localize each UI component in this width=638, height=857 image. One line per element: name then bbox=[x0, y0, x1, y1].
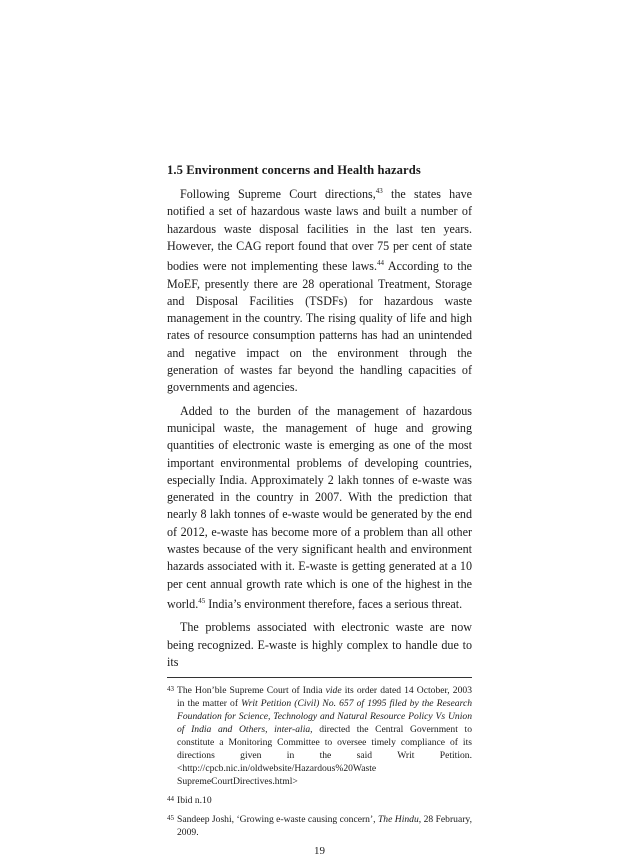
footnote-ref-45[interactable]: 45 bbox=[198, 596, 206, 605]
paragraph-1-text-a: Following Supreme Court directions, bbox=[180, 187, 376, 202]
paragraph-2 bbox=[167, 403, 472, 614]
document-page bbox=[167, 163, 472, 857]
footnote-43-vide: vide bbox=[325, 685, 342, 697]
paragraph-1-text-b: the states have notified a set of hazardous waste laws and built a number of hazardous waste disposal facilities in the last ten years. However, the CAG report found that over 75 per cent of state bodies were not implementing these laws. bbox=[167, 187, 472, 274]
footnote-45-text-b: , 28 February, 2009. bbox=[177, 814, 472, 839]
section-heading: 1.5 Environment concerns and Health hazards bbox=[167, 163, 421, 177]
footnote-43-text-a: The Hon’ble Supreme Court of India bbox=[177, 685, 326, 697]
footnote-number: 43 bbox=[167, 685, 174, 694]
paragraph-2-text-a: Added to the burden of the management of hazardous municipal waste, the management of huge and growing quantities of electronic waste is emerging as one of the most important environmental problems of developing countries, especially India. Approximately 2 lakh tonnes of e-waste was generated in the country in 2007. With the prediction that nearly 8 lakh tonnes of e-waste would be generated by the end of 2012, e-waste has become more of a problem than all other wastes because of the very significant health and environment hazards associated with it. E-waste is getting generated at a 10 per cent annual growth rate which is one of the highest in the world. bbox=[167, 403, 472, 611]
footnote-45-publication: The Hindu bbox=[377, 814, 419, 826]
footnote-number: 44 bbox=[167, 795, 174, 804]
paragraph-3 bbox=[167, 619, 472, 671]
footnote-44 bbox=[167, 794, 472, 807]
paragraph-2-text-b: India’s environment therefore, faces a serious threat. bbox=[205, 596, 463, 611]
footnote-ref-44[interactable]: 44 bbox=[377, 259, 385, 268]
footnote-ref-43[interactable]: 43 bbox=[375, 187, 383, 195]
footnote-45 bbox=[167, 813, 472, 839]
footnote-divider bbox=[167, 677, 472, 678]
paragraph-1 bbox=[167, 183, 472, 397]
footnote-45-text-a: Sandeep Joshi, ‘Growing e-waste causing concern’, bbox=[177, 814, 378, 826]
footnote-44-text: Ibid n.10 bbox=[177, 795, 212, 807]
footnote-43-text-b: its order dated 14 October, 2003 in the matter of bbox=[177, 685, 472, 710]
footnote-number: 45 bbox=[167, 814, 174, 823]
page-number: 19 bbox=[314, 845, 325, 857]
paragraph-3-text: The problems associated with electronic waste are now being recognized. E-waste is highly complex to handle due to its bbox=[167, 620, 472, 669]
footnote-43-writ-title: Writ Petition (Civil) No. 657 of 1995 filed by the Research Foundation for Science, Technology and Natural Resource Policy Vs Union of India and Others, inter-alia, bbox=[177, 698, 473, 736]
footnote-43 bbox=[167, 684, 472, 788]
paragraph-1-text-c: According to the MoEF, presently there are 28 operational Treatment, Storage and Disposal Facilities (TSDFs) for hazardous waste management in the country. The rising quality of life and high rates of resource consumption patterns has had an unintended and negative impact on the environment through the generation of wastes far beyond the handling capacities of governments and agencies. bbox=[167, 259, 472, 395]
footnote-43-text-c: directed the Central Government to constitute a Monitoring Committee to oversee timely compliance of its directions given in the said Writ Petition. <http://cpcb.nic.in/oldwebsite/Hazardous%20Waste SupremeCourtDirectives.html> bbox=[177, 724, 472, 788]
